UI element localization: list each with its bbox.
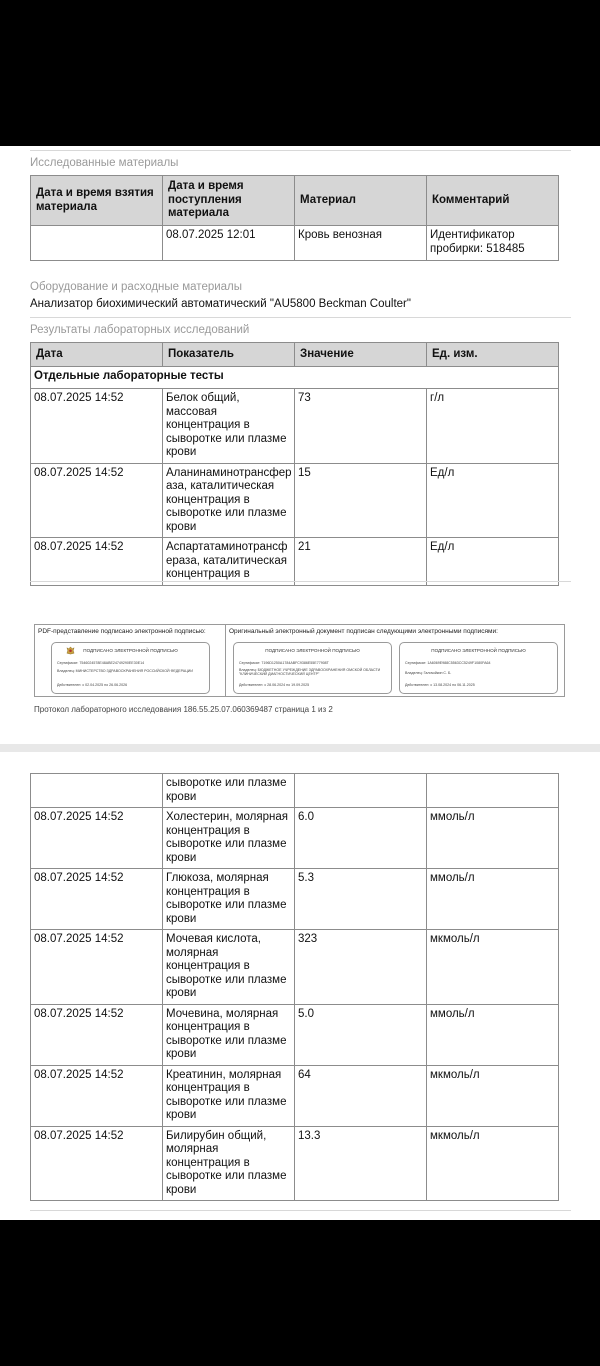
signature-stamp [399, 642, 558, 694]
result-date: 08.07.2025 14:52 [31, 389, 163, 464]
signature-block [34, 624, 565, 697]
stamp-title: ПОДПИСАНО ЭЛЕКТРОННОЙ ПОДПИСЬЮ [265, 648, 360, 653]
result-date [31, 774, 163, 808]
result-value: 73 [295, 389, 427, 464]
table-row [31, 869, 559, 930]
results-header-indicator: Показатель [163, 343, 295, 367]
materials-header-material: Материал [295, 176, 427, 226]
result-unit: мкмоль/л [427, 1126, 559, 1201]
result-indicator: Холестерин, молярная концентрация в сыворотке или плазме крови [163, 808, 295, 869]
result-unit: ммоль/л [427, 808, 559, 869]
results-table-continued [30, 773, 559, 1201]
materials-cell-taken [31, 226, 163, 261]
result-value: 15 [295, 463, 427, 538]
result-date: 08.07.2025 14:52 [31, 869, 163, 930]
pdf-signature-panel [35, 625, 226, 696]
result-indicator: Мочевая кислота, молярная концентрация в сыворотке или плазме крови [163, 930, 295, 1005]
result-unit [427, 774, 559, 808]
result-indicator: Креатинин, молярная концентрация в сыворотке или плазме крови [163, 1065, 295, 1126]
result-unit: ммоль/л [427, 1004, 559, 1065]
result-value: 5.3 [295, 869, 427, 930]
table-row [31, 389, 559, 464]
result-unit: мкмоль/л [427, 1065, 559, 1126]
divider [30, 1210, 571, 1211]
divider [30, 581, 571, 582]
table-row [31, 463, 559, 538]
results-table [30, 342, 559, 586]
result-date: 08.07.2025 14:52 [31, 1004, 163, 1065]
stamp-validity: Действителен: с 28.06.2024 по 19.09.2025 [239, 683, 310, 687]
materials-cell-received: 08.07.2025 12:01 [163, 226, 295, 261]
divider [30, 317, 571, 318]
materials-section-title: Исследованные материалы [30, 157, 179, 169]
result-unit: Ед/л [427, 538, 559, 586]
stamp-owner: Владелец: БЮДЖЕТНОЕ УЧРЕЖДЕНИЕ ЗДРАВООХРАНЕНИЯ ОМСКОЙ ОБЛАСТИ "КЛИНИЧЕСКИЙ ДИАГНОСТИЧЕСКИЙ ЦЕНТР" [239, 668, 381, 677]
result-value: 5.0 [295, 1004, 427, 1065]
document-page-1 [0, 146, 600, 744]
result-date: 08.07.2025 14:52 [31, 808, 163, 869]
result-indicator: Мочевина, молярная концентрация в сыворотке или плазме крови [163, 1004, 295, 1065]
materials-cell-material: Кровь венозная [295, 226, 427, 261]
result-unit: ммоль/л [427, 869, 559, 930]
materials-cell-comment: Идентификатор пробирки: 518485 [427, 226, 559, 261]
result-value: 13.3 [295, 1126, 427, 1201]
equipment-item: Анализатор биохимический автоматический "AU5800 Beckman Coulter" [30, 298, 411, 310]
results-header-date: Дата [31, 343, 163, 367]
page-gap [0, 744, 600, 752]
pdf-signature-caption: PDF-представление подписано электронной подписью: [38, 628, 206, 635]
stamp-owner: Владелец: Галочкйкин С. Б. [405, 671, 452, 675]
result-date: 08.07.2025 14:52 [31, 1126, 163, 1201]
materials-table [30, 175, 559, 261]
result-value [295, 774, 427, 808]
signature-stamp [233, 642, 392, 694]
result-date: 08.07.2025 14:52 [31, 1065, 163, 1126]
table-row [31, 930, 559, 1005]
table-row [31, 774, 559, 808]
stamp-owner: Владелец: МИНИСТЕРСТВО ЗДРАВООХРАНЕНИЯ РОССИЙСКОЙ ФЕДЕРАЦИИ [57, 669, 193, 673]
signature-stamp [51, 642, 210, 694]
materials-header-taken: Дата и время взятия материала [31, 176, 163, 226]
result-value: 64 [295, 1065, 427, 1126]
table-row [31, 538, 559, 586]
materials-header-comment: Комментарий [427, 176, 559, 226]
results-header-value: Значение [295, 343, 427, 367]
table-row [31, 1004, 559, 1065]
result-indicator: Билирубин общий, молярная концентрация в сыворотке или плазме крови [163, 1126, 295, 1201]
table-row [31, 808, 559, 869]
result-indicator: Аланинаминотрансфер аза, каталитическая концентрация в сыворотке или плазме крови [163, 463, 295, 538]
result-value: 6.0 [295, 808, 427, 869]
table-row [31, 1065, 559, 1126]
result-indicator: Аспартатаминотрансф ераза, каталитическая концентрация в [163, 538, 295, 586]
materials-header-received: Дата и время поступления материала [163, 176, 295, 226]
document-page-2 [0, 752, 600, 1220]
top-black-bar [0, 0, 600, 146]
stamp-certificate: Сертификат: 7196D1250A1784ABFC9386E55E77908T [239, 661, 329, 665]
results-group-title: Отдельные лабораторные тесты [31, 367, 559, 389]
result-unit: Ед/л [427, 463, 559, 538]
result-value: 21 [295, 538, 427, 586]
result-date: 08.07.2025 14:52 [31, 930, 163, 1005]
table-row [31, 1126, 559, 1201]
stamp-validity: Действителен: с 13.08.2024 по 06.11.2025 [405, 683, 475, 687]
result-unit: г/л [427, 389, 559, 464]
result-indicator: Глюкоза, молярная концентрация в сыворотке или плазме крови [163, 869, 295, 930]
stamp-validity: Действителен: с 02.04.2025 по 26.06.2026 [57, 683, 128, 687]
result-date: 08.07.2025 14:52 [31, 463, 163, 538]
stamp-title: ПОДПИСАНО ЭЛЕКТРОННОЙ ПОДПИСЬЮ [83, 648, 178, 653]
results-section-title: Результаты лабораторных исследований [30, 324, 250, 336]
stamp-certificate: Сертификат: 7546024578E48ABE24749290EE30E14 [57, 661, 145, 665]
protocol-footer: Протокол лабораторного исследования 186.55.25.07.060369487 страница 1 из 2 [34, 705, 333, 714]
original-signature-caption: Оригинальный электронный документ подписан следующими электронными подписями: [229, 628, 498, 635]
stamp-certificate: Сертификат: 1A6069E988C5563CC5249F1080FA64 [405, 661, 491, 665]
results-header-unit: Ед. изм. [427, 343, 559, 367]
result-indicator: сыворотке или плазме крови [163, 774, 295, 808]
equipment-section-title: Оборудование и расходные материалы [30, 281, 243, 293]
result-unit: мкмоль/л [427, 930, 559, 1005]
bottom-black-bar [0, 1220, 600, 1366]
result-value: 323 [295, 930, 427, 1005]
stamp-title: ПОДПИСАНО ЭЛЕКТРОННОЙ ПОДПИСЬЮ [431, 648, 526, 653]
result-date: 08.07.2025 14:52 [31, 538, 163, 586]
result-indicator: Белок общий, массовая концентрация в сыворотке или плазме крови [163, 389, 295, 464]
divider [30, 150, 571, 151]
